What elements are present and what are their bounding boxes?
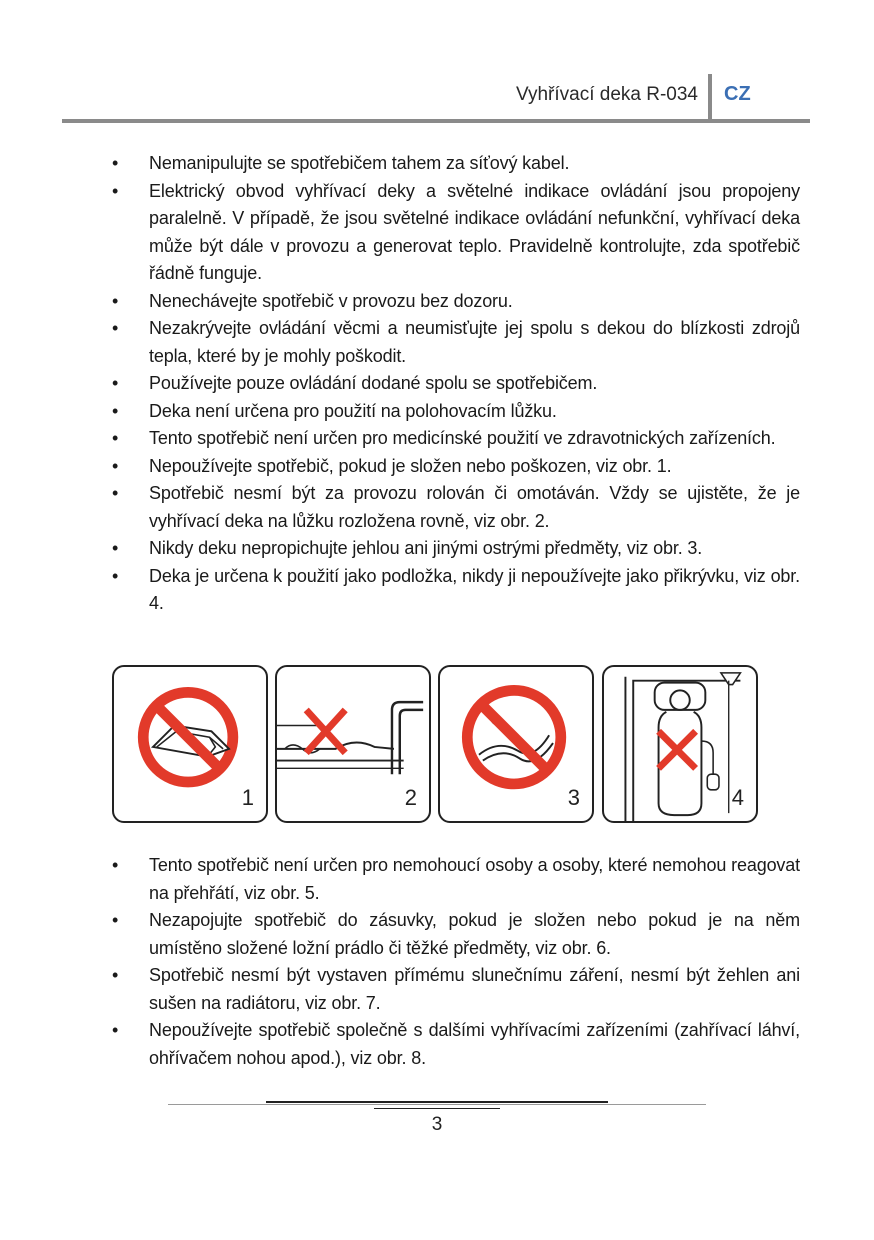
list-item	[0, 288, 874, 316]
list-item-text: Spotřebič nesmí být za provozu rolován či omotáván. Vždy se ujistěte, že je vyhřívací deka na lůžku rozložena rovně, viz obr. 2.	[149, 483, 800, 531]
list-item	[0, 962, 874, 1017]
figure-3	[438, 665, 594, 823]
footer-rule-accent	[266, 1101, 608, 1103]
list-item-text: Nenechávejte spotřebič v provozu bez dozoru.	[149, 290, 513, 311]
list-item-text: Nezakrývejte ovládání věcmi a neumisťujte jej spolu s dekou do blízkosti zdrojů tepla, které by je mohly poškodit.	[149, 318, 800, 366]
list-item-text: Nemanipulujte se spotřebičem tahem za síťový kabel.	[149, 153, 570, 173]
list-item-text: Nezapojujte spotřebič do zásuvky, pokud je složen nebo pokud je na něm umístěno složené ložní prádlo či těžké předměty, viz obr. 6.	[149, 910, 800, 958]
bullet: •	[112, 910, 119, 930]
figure-number: 1	[241, 785, 254, 810]
bullet: •	[112, 1020, 119, 1040]
list-item	[0, 480, 874, 535]
list-item-text: Tento spotřebič není určen pro nemohoucí osoby a osoby, které nemohou reagovat na přehřátí, viz obr. 5.	[149, 855, 800, 903]
list-item	[0, 907, 874, 962]
language-code: CZ	[724, 83, 751, 105]
figure-1	[112, 665, 268, 823]
list-item	[0, 563, 874, 618]
footer-rule-short	[374, 1108, 500, 1109]
list-item-text: Elektrický obvod vyhřívací deky a světelné indikace ovládání jsou propojeny paralelně. V případě, že jsou světelné indikace ovládání nefunkční, vyhřívací deka může být dále v provozu a generovat teplo. Pravidelně kontrolujte, zda spotřebič řádně funguje.	[149, 180, 800, 283]
figure-4	[602, 665, 758, 823]
document-title: Vyhřívací deka R-034	[516, 84, 698, 105]
bullet: •	[112, 965, 119, 985]
bullet: •	[112, 400, 119, 421]
figure-2	[275, 665, 431, 823]
list-item	[0, 1017, 874, 1072]
header-rule	[62, 119, 810, 123]
bullet: •	[112, 180, 119, 201]
list-item-text: Nikdy deku nepropichujte jehlou ani jinými ostrými předměty, viz obr. 3.	[149, 538, 703, 558]
bullet: •	[112, 565, 119, 586]
figure-number: 4	[731, 785, 744, 810]
list-item	[0, 535, 874, 563]
list-item	[0, 425, 874, 453]
list-item	[0, 370, 874, 398]
bullet: •	[112, 455, 119, 476]
list-item	[0, 453, 874, 481]
list-item	[0, 398, 874, 426]
list-item-text: Používejte pouze ovládání dodané spolu se spotřebičem.	[149, 373, 598, 393]
list-item	[0, 178, 874, 288]
bullet: •	[112, 538, 119, 558]
list-item	[0, 150, 874, 178]
safety-list-bottom	[0, 852, 874, 1072]
safety-list-top	[0, 150, 874, 618]
list-item-text: Nepoužívejte spotřebič společně s dalšími vyhřívacími zařízeními (zahřívací láhví, ohřívačem nohou apod.), viz obr. 8.	[149, 1020, 800, 1068]
figure-number: 2	[404, 785, 417, 810]
figure-number: 3	[567, 785, 580, 810]
bullet: •	[112, 290, 119, 311]
bullet: •	[112, 153, 119, 173]
bullet: •	[112, 483, 119, 503]
bullet: •	[112, 373, 119, 393]
bullet: •	[112, 428, 119, 448]
list-item-text: Spotřebič nesmí být vystaven přímému slunečnímu záření, nesmí být žehlen ani sušen na radiátoru, viz obr. 7.	[149, 965, 800, 1013]
list-item-text: Deka není určena pro použití na polohovacím lůžku.	[149, 400, 557, 421]
illustration-strip	[112, 665, 762, 825]
list-item-text: Deka je určena k použití jako podložka, nikdy ji nepoužívejte jako přikrývku, viz obr. 4.	[149, 565, 800, 613]
list-item-text: Nepoužívejte spotřebič, pokud je složen nebo poškozen, viz obr. 1.	[149, 455, 672, 476]
list-item-text: Tento spotřebič není určen pro medicínské použití ve zdravotnických zařízeních.	[149, 428, 776, 448]
list-item	[0, 315, 874, 370]
list-item	[0, 852, 874, 907]
page-number: 3	[431, 1114, 443, 1135]
bullet: •	[112, 855, 119, 875]
header-divider	[708, 74, 712, 120]
bullet: •	[112, 318, 119, 338]
footer-rule	[168, 1104, 706, 1105]
